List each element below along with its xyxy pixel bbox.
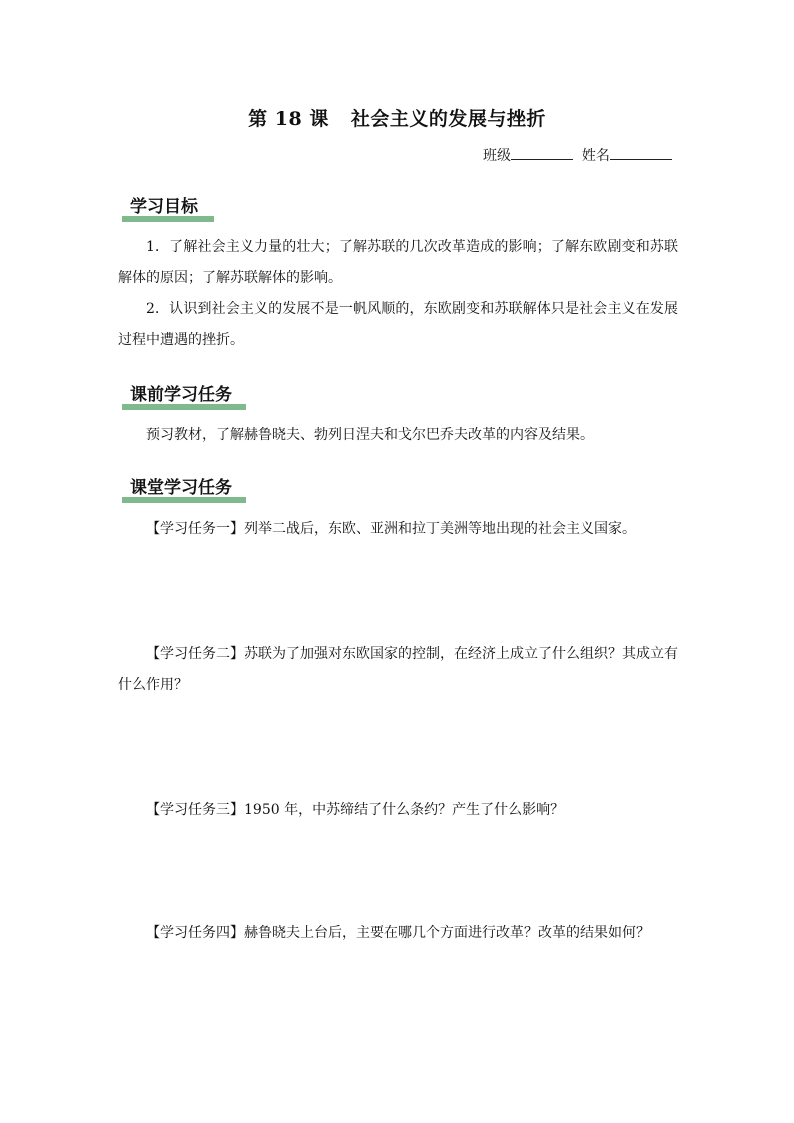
task-item-4: 【学习任务四】赫鲁晓夫上台后，主要在哪几个方面进行改革？改革的结果如何？ xyxy=(146,925,650,941)
name-blank[interactable] xyxy=(610,145,672,160)
pre-class-text: 预习教材，了解赫鲁晓夫、勃列日涅夫和戈尔巴乔夫改革的内容及结果。 xyxy=(146,427,594,443)
section-heading-label: 学习目标 xyxy=(130,197,198,217)
section-heading-label: 课前学习任务 xyxy=(130,385,232,405)
goal-item-2: 2．认识到社会主义的发展不是一帆风顺的，东欧剧变和苏联解体只是社会主义在发展过程中遭遇的挫折。 xyxy=(118,301,678,348)
name-label: 姓名 xyxy=(581,148,610,164)
student-info xyxy=(483,145,672,165)
class-label: 班级 xyxy=(483,148,511,164)
task-item-2: 【学习任务二】苏联为了加强对东欧国家的控制，在经济上成立了什么组织？其成立有什么作用？ xyxy=(118,646,678,693)
lesson-number: 第 18 课 xyxy=(248,108,329,130)
task-item-3: 【学习任务三】1950 年，中苏缔结了什么条约？产生了什么影响？ xyxy=(146,802,565,818)
section-heading-pre-class xyxy=(122,380,240,410)
section-heading-label: 课堂学习任务 xyxy=(130,478,232,498)
page-title xyxy=(0,104,794,131)
goal-item-1: 1．了解社会主义力量的壮大；了解苏联的几次改革造成的影响；了解东欧剧变和苏联解体的原因；了解苏联解体的影响。 xyxy=(118,239,678,286)
section-heading-goals xyxy=(122,192,206,222)
class-blank[interactable] xyxy=(511,145,573,160)
task-item-1: 【学习任务一】列举二战后，东欧、亚洲和拉丁美洲等地出现的社会主义国家。 xyxy=(146,521,636,537)
section-heading-in-class xyxy=(122,473,240,503)
lesson-topic: 社会主义的发展与挫折 xyxy=(350,108,546,130)
